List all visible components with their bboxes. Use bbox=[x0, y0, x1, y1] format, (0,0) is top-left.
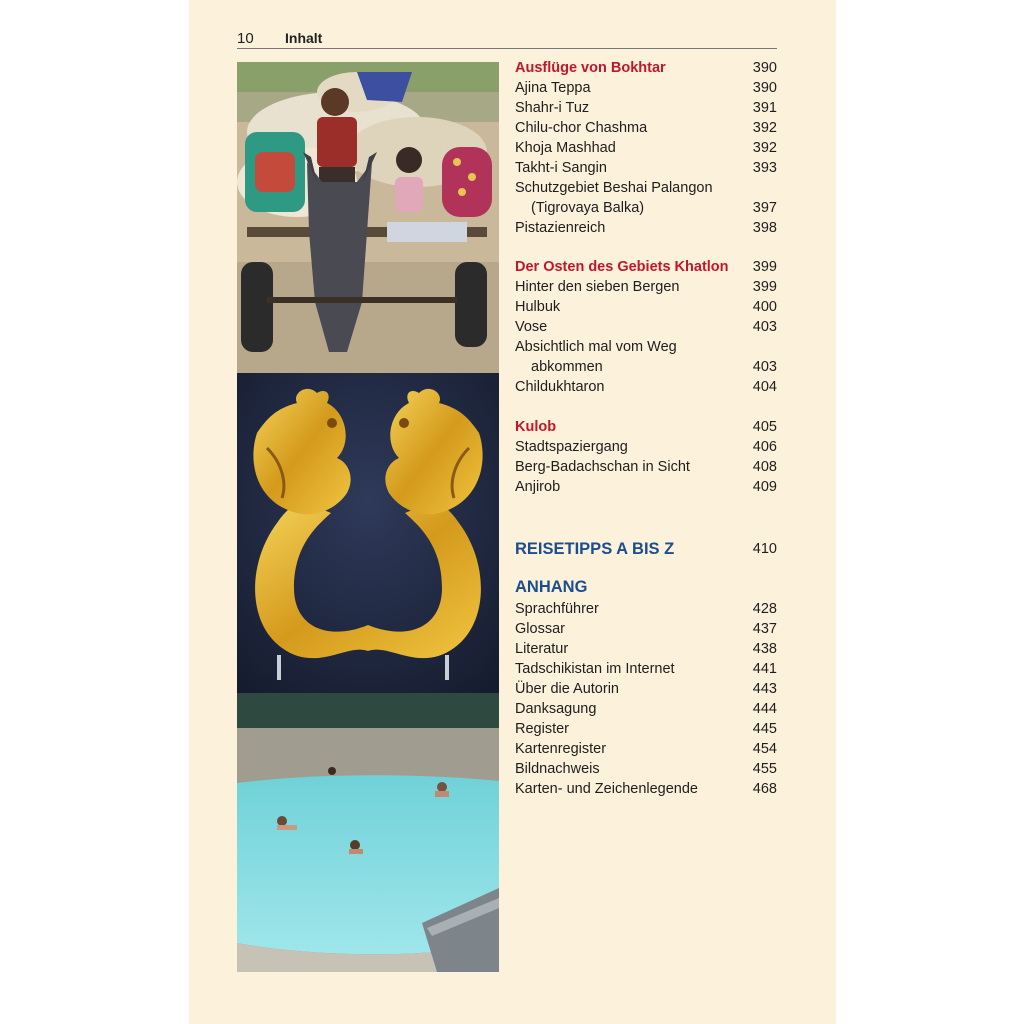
toc-entry[interactable] bbox=[515, 218, 777, 238]
toc-page: 410 bbox=[752, 541, 777, 557]
toc-page: 400 bbox=[752, 299, 777, 315]
toc-title: Ausflüge von Bokhtar bbox=[515, 60, 666, 76]
page-number: 10 bbox=[237, 30, 254, 47]
toc-page: 455 bbox=[752, 761, 777, 777]
toc-entry[interactable] bbox=[515, 639, 777, 659]
toc-section-khatlon bbox=[515, 257, 777, 397]
toc-part-entry[interactable] bbox=[515, 537, 777, 561]
toc-title: Danksagung bbox=[515, 701, 597, 717]
toc-entry[interactable] bbox=[515, 719, 777, 739]
toc-entry[interactable] bbox=[515, 317, 777, 337]
toc-entry[interactable] bbox=[515, 739, 777, 759]
toc-page: 398 bbox=[752, 220, 777, 236]
toc-page: 454 bbox=[752, 741, 777, 757]
running-title: Inhalt bbox=[285, 30, 323, 46]
toc-page: 393 bbox=[752, 160, 777, 176]
toc-title: Kulob bbox=[515, 419, 557, 435]
toc-entry[interactable] bbox=[515, 759, 777, 779]
toc-entry[interactable] bbox=[515, 337, 777, 357]
toc-part-heading[interactable] bbox=[515, 575, 777, 599]
toc-title: Ajina Teppa bbox=[515, 80, 591, 96]
toc-page: 428 bbox=[752, 601, 777, 617]
toc-page: 397 bbox=[752, 200, 777, 216]
toc-page: 441 bbox=[752, 661, 777, 677]
photo-hot-spring bbox=[237, 693, 499, 972]
toc-title: Berg-Badachschan in Sicht bbox=[515, 459, 690, 475]
toc-title: Kartenregister bbox=[515, 741, 607, 757]
toc-page: 468 bbox=[752, 781, 777, 797]
toc-title: abkommen bbox=[531, 359, 603, 375]
toc-page: 444 bbox=[752, 701, 777, 717]
toc-title: Über die Autorin bbox=[515, 681, 619, 697]
toc-title: Vose bbox=[515, 319, 548, 335]
toc-entry[interactable] bbox=[515, 779, 777, 799]
toc-page: 399 bbox=[752, 279, 777, 295]
toc-entry[interactable] bbox=[515, 297, 777, 317]
toc-entry[interactable] bbox=[515, 417, 777, 437]
toc-entry[interactable] bbox=[515, 78, 777, 98]
toc-title: Stadtspaziergang bbox=[515, 439, 628, 455]
toc-page: 392 bbox=[752, 140, 777, 156]
toc-entry[interactable] bbox=[515, 619, 777, 639]
toc-title: Khoja Mashhad bbox=[515, 140, 616, 156]
toc-title: (Tigrovaya Balka) bbox=[531, 200, 645, 216]
toc-section-kulob bbox=[515, 417, 777, 497]
toc-page: 409 bbox=[752, 479, 777, 495]
toc-page: 408 bbox=[752, 459, 777, 475]
toc-entry[interactable] bbox=[515, 257, 777, 277]
toc-title: Tadschikistan im Internet bbox=[515, 661, 675, 677]
toc-page: 445 bbox=[752, 721, 777, 737]
toc-part-reisetipps bbox=[515, 537, 777, 561]
toc-page: 390 bbox=[752, 80, 777, 96]
book-page bbox=[189, 0, 836, 1024]
toc-entry[interactable] bbox=[515, 277, 777, 297]
toc-entry[interactable] bbox=[515, 118, 777, 138]
toc-title: Schutzgebiet Beshai Palangon bbox=[515, 180, 713, 196]
toc-title: Glossar bbox=[515, 621, 565, 637]
toc-entry[interactable] bbox=[515, 178, 777, 198]
toc-page: 404 bbox=[752, 379, 777, 395]
toc-title: Sprachführer bbox=[515, 601, 599, 617]
toc-page: 391 bbox=[752, 100, 777, 116]
toc-title: Der Osten des Gebiets Khatlon bbox=[515, 259, 729, 275]
toc-entry[interactable] bbox=[515, 138, 777, 158]
toc-entry[interactable] bbox=[515, 457, 777, 477]
toc-entry[interactable] bbox=[515, 58, 777, 78]
photo-donkey-cart bbox=[237, 62, 499, 373]
toc-section-bokhtar bbox=[515, 58, 777, 238]
toc-title: Pistazienreich bbox=[515, 220, 606, 236]
toc-entry[interactable] bbox=[515, 699, 777, 719]
toc-entry[interactable] bbox=[515, 679, 777, 699]
toc-title: Hinter den sieben Bergen bbox=[515, 279, 680, 295]
toc-entry-continuation[interactable] bbox=[515, 357, 777, 377]
toc-entry[interactable] bbox=[515, 158, 777, 178]
toc-part-title: REISETIPPS A BIS Z bbox=[515, 540, 675, 558]
toc-entry[interactable] bbox=[515, 377, 777, 397]
toc-title: Hulbuk bbox=[515, 299, 561, 315]
toc-page: 403 bbox=[752, 319, 777, 335]
toc-page: 399 bbox=[752, 259, 777, 275]
toc-title: Chilu-chor Chashma bbox=[515, 120, 648, 136]
toc-title: Literatur bbox=[515, 641, 569, 657]
toc-title: Childukhtaron bbox=[515, 379, 605, 395]
toc-entry[interactable] bbox=[515, 659, 777, 679]
toc-part-title: ANHANG bbox=[515, 578, 588, 596]
toc-title: Takht-i Sangin bbox=[515, 160, 607, 176]
toc-page: 392 bbox=[752, 120, 777, 136]
toc-page: 405 bbox=[752, 419, 777, 435]
toc-page: 406 bbox=[752, 439, 777, 455]
toc-page: 443 bbox=[752, 681, 777, 697]
toc-entry[interactable] bbox=[515, 477, 777, 497]
toc-title: Bildnachweis bbox=[515, 761, 600, 777]
toc-title: Karten- und Zeichenlegende bbox=[515, 781, 698, 797]
toc-title: Absichtlich mal vom Weg bbox=[515, 339, 677, 355]
toc-page: 437 bbox=[752, 621, 777, 637]
toc-page: 438 bbox=[752, 641, 777, 657]
photo-gold-bracelet bbox=[237, 373, 499, 693]
page-header bbox=[237, 30, 777, 49]
toc-title: Register bbox=[515, 721, 569, 737]
toc-entry[interactable] bbox=[515, 437, 777, 457]
toc-entry[interactable] bbox=[515, 599, 777, 619]
toc-title: Anjirob bbox=[515, 479, 561, 495]
toc-page: 390 bbox=[752, 60, 777, 76]
toc-page: 403 bbox=[752, 359, 777, 375]
toc-entry-continuation[interactable] bbox=[515, 198, 777, 218]
toc-part-anhang bbox=[515, 575, 777, 799]
toc-title: Shahr-i Tuz bbox=[515, 100, 590, 116]
toc-entry[interactable] bbox=[515, 98, 777, 118]
